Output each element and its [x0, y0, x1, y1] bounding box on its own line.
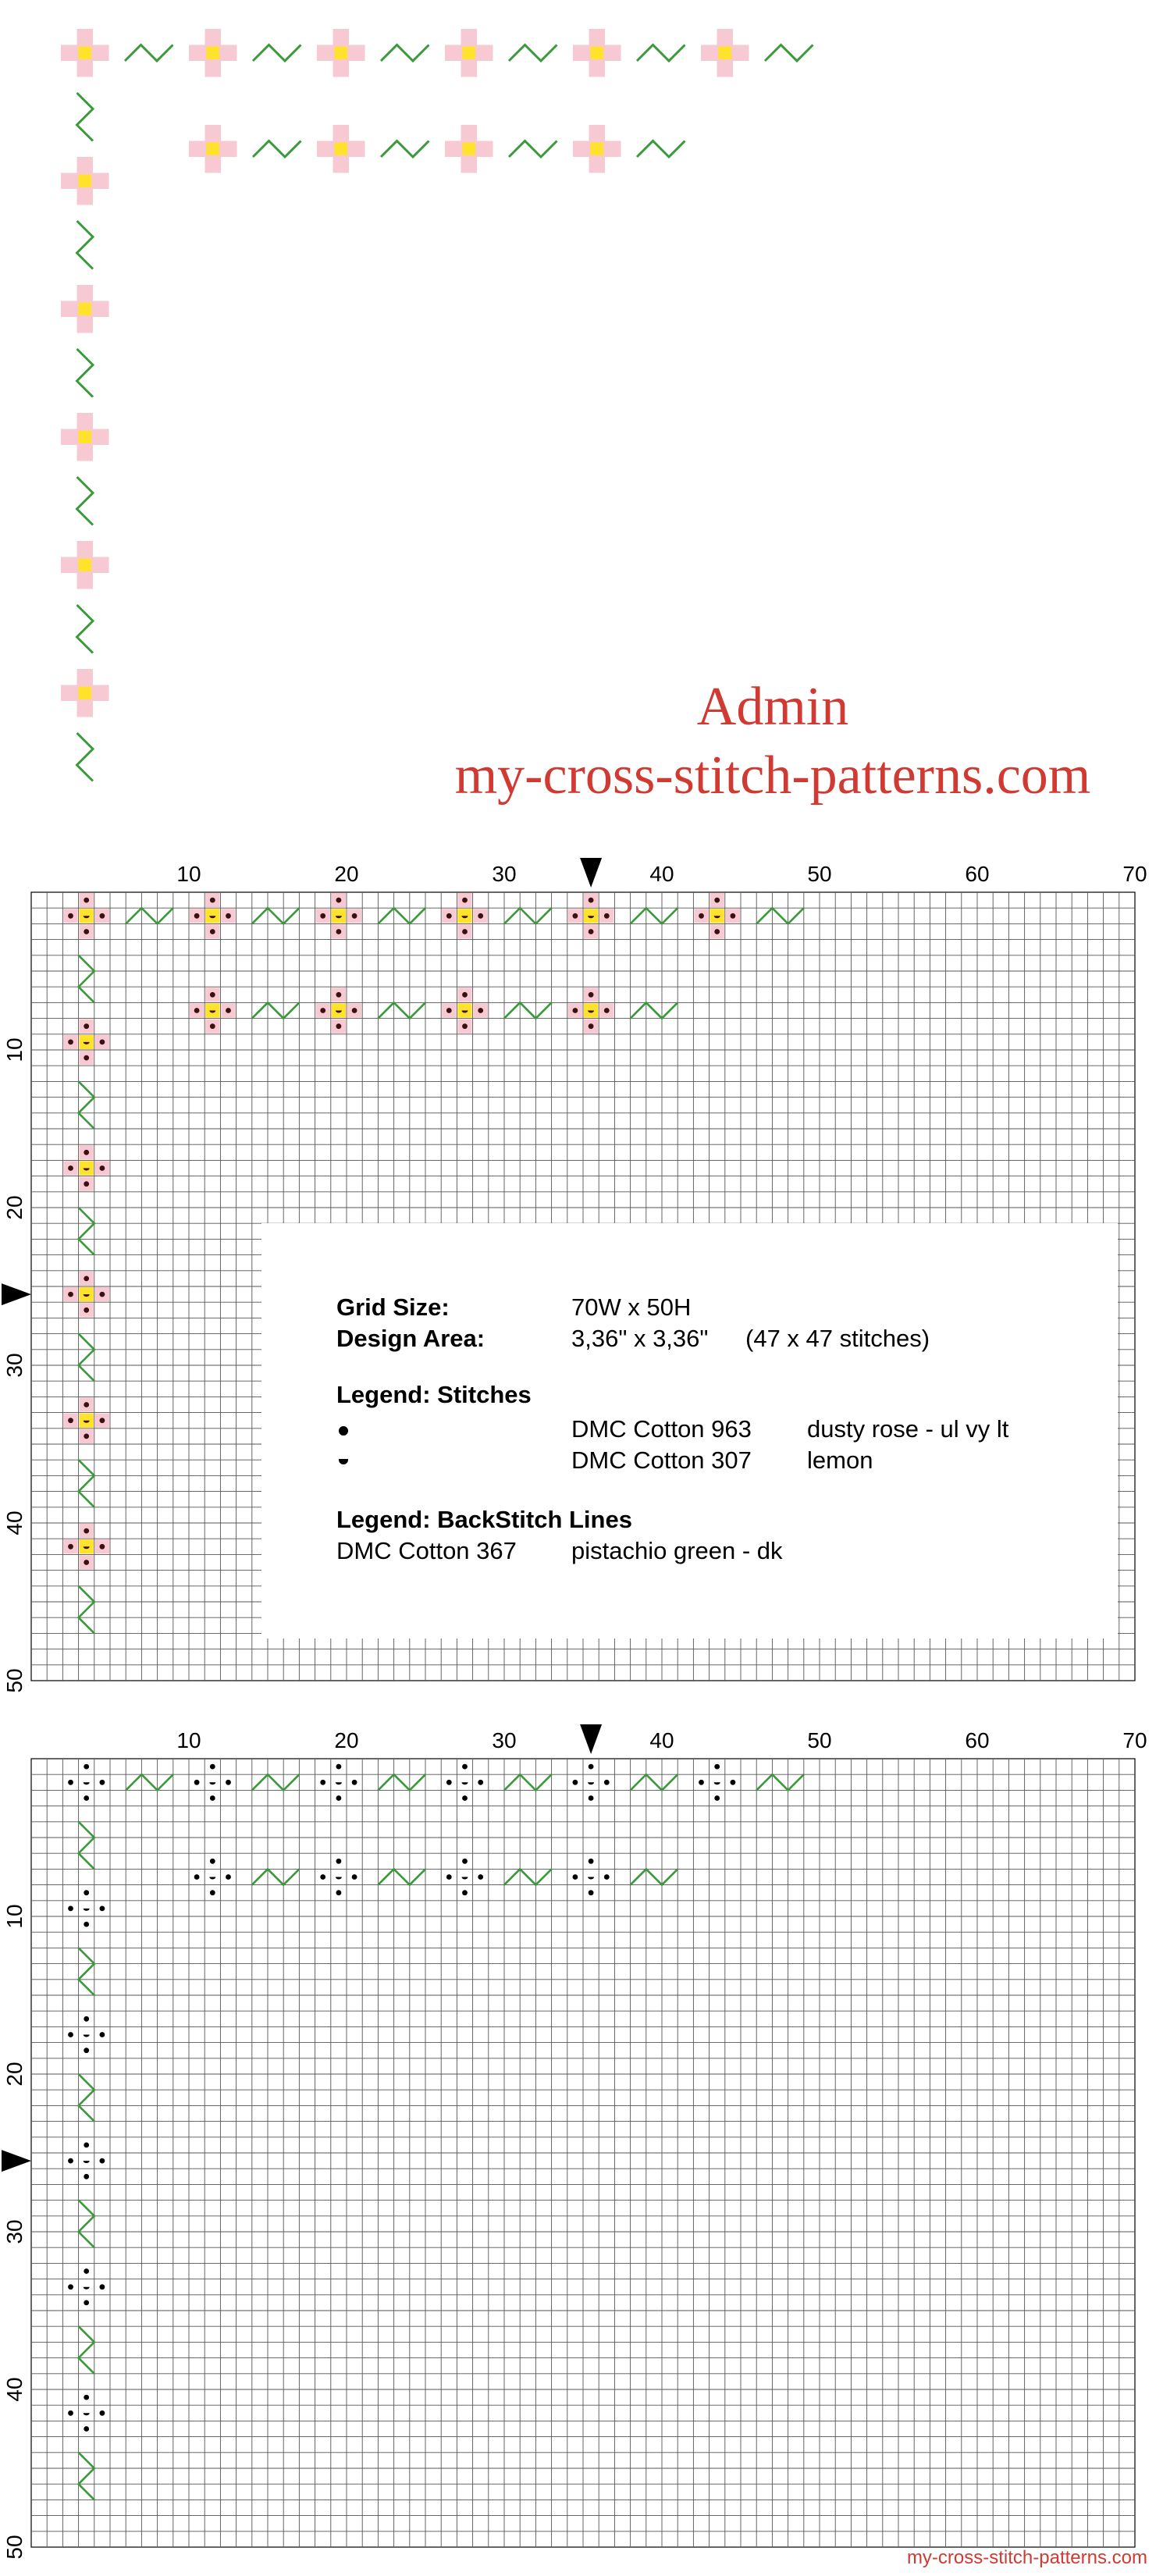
- flower-center: [79, 687, 92, 700]
- rose-symbol: [604, 913, 610, 919]
- rose-symbol: [210, 1023, 215, 1029]
- rose-symbol: [226, 1874, 231, 1880]
- row-label: 10: [2, 1904, 27, 1929]
- rose-symbol: [84, 1150, 89, 1155]
- column-label: 40: [649, 862, 674, 886]
- row-label: 10: [2, 1037, 27, 1062]
- rose-symbol: [84, 1023, 89, 1029]
- rose-symbol: [210, 1890, 215, 1895]
- preview-flower: [317, 29, 365, 77]
- rose-symbol: [84, 1560, 89, 1565]
- flower-center: [207, 143, 220, 156]
- rose-symbol: [573, 1874, 578, 1880]
- rose-symbol: [84, 1055, 89, 1061]
- row-label: 50: [2, 1668, 27, 1693]
- rose-symbol: [573, 913, 578, 919]
- rose-symbol: [99, 1780, 105, 1785]
- rose-symbol: [84, 1764, 89, 1770]
- preview-flower: [189, 29, 237, 77]
- stitches-legend-title: Legend: Stitches: [336, 1381, 532, 1408]
- rose-symbol: [589, 1859, 594, 1864]
- flower-center: [79, 303, 92, 316]
- row-label: 20: [2, 1195, 27, 1220]
- preview-flower: [189, 125, 237, 173]
- design-area-label: Design Area:: [336, 1325, 485, 1352]
- flower-center: [335, 143, 348, 156]
- lemon-cell: [205, 909, 219, 923]
- footer-credit: my-cross-stitch-patterns.com: [906, 2547, 1147, 2568]
- lemon-cell: [584, 909, 598, 923]
- rose-symbol: [194, 1874, 200, 1880]
- pattern-preview: [61, 29, 813, 781]
- rose-symbol: [462, 1859, 468, 1864]
- rose-symbol: [336, 1023, 342, 1029]
- preview-flower: [445, 29, 493, 77]
- column-label: 20: [334, 862, 359, 886]
- rose-symbol: [99, 1292, 105, 1297]
- rose-symbol: [462, 1764, 468, 1770]
- rose-symbol: [68, 2032, 73, 2037]
- rose-symbol: [84, 2426, 89, 2432]
- flower-center: [79, 431, 92, 444]
- watermark-author: Admin: [696, 677, 849, 737]
- rose-symbol: [714, 1795, 720, 1801]
- rose-symbol: [226, 1008, 231, 1013]
- preview-vine-vertical: [77, 349, 94, 397]
- preview-vine-horizontal: [381, 45, 429, 62]
- preview-vine-horizontal: [381, 141, 429, 158]
- rose-symbol: [210, 992, 215, 998]
- rose-symbol: [84, 2016, 89, 2022]
- rose-symbol: [336, 929, 342, 934]
- column-label: 10: [176, 1728, 201, 1752]
- rose-symbol: [210, 929, 215, 934]
- grid-size-label: Grid Size:: [336, 1293, 450, 1321]
- column-label: 30: [492, 862, 517, 886]
- preview-flower: [61, 29, 109, 77]
- rose-symbol: [99, 1165, 105, 1171]
- row-label: 20: [2, 2062, 27, 2087]
- stitch-name: dusty rose - ul vy lt: [807, 1415, 1009, 1443]
- rose-symbol: [462, 1795, 468, 1801]
- rose-symbol: [68, 2158, 73, 2164]
- symbol-chart: [2, 1724, 1147, 2560]
- preview-flower: [317, 125, 365, 173]
- rose-symbol: [336, 992, 342, 998]
- backstitch-name: pistachio green - dk: [571, 1537, 783, 1564]
- row-label: 30: [2, 1353, 27, 1378]
- rose-symbol: [84, 2300, 89, 2306]
- rose-symbol: [462, 992, 468, 998]
- preview-vine-horizontal: [509, 141, 557, 158]
- rose-symbol: [478, 913, 483, 919]
- rose-symbol: [68, 1544, 73, 1550]
- rose-symbol: [320, 1780, 325, 1785]
- rose-symbol: [84, 1181, 89, 1187]
- rose-symbol: [446, 1008, 452, 1013]
- dusty-rose-symbol-icon: [339, 1426, 348, 1436]
- preview-vine-vertical: [77, 733, 94, 781]
- rose-symbol: [320, 1008, 325, 1013]
- center-column-marker-icon: [580, 1724, 602, 1754]
- rose-symbol: [84, 1528, 89, 1534]
- rose-symbol: [210, 898, 215, 903]
- rose-symbol: [194, 1780, 200, 1785]
- rose-symbol: [68, 1418, 73, 1423]
- rose-symbol: [84, 2143, 89, 2148]
- preview-vine-horizontal: [637, 45, 685, 62]
- flower-center: [719, 47, 732, 60]
- row-label: 50: [2, 2535, 27, 2560]
- rose-symbol: [589, 992, 594, 998]
- rose-symbol: [589, 929, 594, 934]
- backstitch-legend-title: Legend: BackStitch Lines: [336, 1506, 632, 1533]
- rose-symbol: [84, 2174, 89, 2179]
- rose-symbol: [68, 1780, 73, 1785]
- rose-symbol: [336, 1859, 342, 1864]
- rose-symbol: [226, 913, 231, 919]
- rose-symbol: [68, 913, 73, 919]
- rose-symbol: [226, 1780, 231, 1785]
- preview-flower: [701, 29, 749, 77]
- rose-symbol: [589, 1890, 594, 1895]
- preview-flower: [573, 125, 621, 173]
- rose-symbol: [84, 1890, 89, 1895]
- row-label: 30: [2, 2219, 27, 2244]
- rose-symbol: [336, 898, 342, 903]
- row-label: 40: [2, 2377, 27, 2402]
- flower-center: [79, 47, 92, 60]
- rose-symbol: [194, 1008, 200, 1013]
- preview-vine-horizontal: [253, 45, 301, 62]
- rose-symbol: [714, 929, 720, 934]
- rose-symbol: [589, 1764, 594, 1770]
- rose-symbol: [573, 1008, 578, 1013]
- rose-symbol: [352, 913, 357, 919]
- rose-symbol: [99, 2284, 105, 2290]
- preview-vine-horizontal: [253, 141, 301, 158]
- preview-vine-vertical: [77, 477, 94, 525]
- column-label: 20: [334, 1728, 359, 1752]
- stitch-code: DMC Cotton 307: [571, 1446, 752, 1474]
- preview-vine-vertical: [77, 221, 94, 269]
- center-row-marker-icon: [2, 2150, 31, 2172]
- column-label: 50: [807, 1728, 832, 1752]
- rose-symbol: [462, 898, 468, 903]
- preview-vine-vertical: [77, 93, 94, 141]
- rose-symbol: [84, 898, 89, 903]
- column-label: 70: [1122, 862, 1147, 886]
- rose-symbol: [68, 1165, 73, 1171]
- preview-vine-vertical: [77, 605, 94, 653]
- rose-symbol: [68, 1906, 73, 1912]
- rose-symbol: [320, 913, 325, 919]
- rose-symbol: [99, 913, 105, 919]
- flower-center: [335, 47, 348, 60]
- lemon-cell: [457, 909, 471, 923]
- column-label: 50: [807, 862, 832, 886]
- rose-symbol: [99, 1906, 105, 1912]
- rose-symbol: [589, 898, 594, 903]
- rose-symbol: [731, 913, 736, 919]
- rose-symbol: [84, 2268, 89, 2274]
- preview-flower: [61, 669, 109, 717]
- column-label: 40: [649, 1728, 674, 1752]
- center-column-marker-icon: [580, 858, 602, 888]
- rose-symbol: [462, 1890, 468, 1895]
- rose-symbol: [336, 1764, 342, 1770]
- lemon-cell: [80, 909, 94, 923]
- rose-symbol: [68, 1040, 73, 1045]
- rose-symbol: [446, 1874, 452, 1880]
- rose-symbol: [462, 1023, 468, 1029]
- rose-symbol: [589, 1023, 594, 1029]
- rose-symbol: [99, 2032, 105, 2037]
- rose-symbol: [99, 1418, 105, 1423]
- preview-flower: [61, 413, 109, 461]
- rose-symbol: [84, 1402, 89, 1407]
- rose-symbol: [99, 2411, 105, 2416]
- backstitch-code: DMC Cotton 367: [336, 1537, 517, 1564]
- preview-vine-horizontal: [125, 45, 173, 62]
- grid-size-value: 70W x 50H: [571, 1293, 692, 1321]
- rose-symbol: [84, 1308, 89, 1313]
- rose-symbol: [84, 2048, 89, 2053]
- rose-symbol: [699, 1780, 704, 1785]
- rose-symbol: [478, 1008, 483, 1013]
- watermark-site: my-cross-stitch-patterns.com: [454, 745, 1091, 806]
- rose-symbol: [194, 913, 200, 919]
- rose-symbol: [99, 2158, 105, 2164]
- flower-center: [591, 47, 604, 60]
- design-area-value: 3,36" x 3,36": [571, 1325, 709, 1352]
- rose-symbol: [478, 1874, 483, 1880]
- rose-symbol: [336, 1795, 342, 1801]
- rose-symbol: [714, 1764, 720, 1770]
- flower-center: [463, 47, 476, 60]
- stitch-code: DMC Cotton 963: [571, 1415, 752, 1443]
- preview-vine-horizontal: [765, 45, 813, 62]
- rose-symbol: [84, 1922, 89, 1927]
- rose-symbol: [68, 2284, 73, 2290]
- rose-symbol: [589, 1795, 594, 1801]
- preview-flower: [61, 157, 109, 205]
- rose-symbol: [68, 1292, 73, 1297]
- column-label: 70: [1122, 1728, 1147, 1752]
- preview-flower: [61, 285, 109, 333]
- legend-panel: [261, 1223, 1118, 1638]
- rose-symbol: [352, 1008, 357, 1013]
- design-area-stitches: (47 x 47 stitches): [745, 1325, 930, 1352]
- rose-symbol: [604, 1780, 610, 1785]
- lemon-symbol-icon: [339, 1459, 348, 1464]
- column-label: 10: [176, 862, 201, 886]
- center-row-marker-icon: [2, 1283, 31, 1305]
- flower-center: [79, 175, 92, 188]
- rose-symbol: [462, 929, 468, 934]
- column-label: 60: [965, 1728, 990, 1752]
- preview-flower: [61, 541, 109, 589]
- rose-symbol: [446, 1780, 452, 1785]
- preview-vine-horizontal: [637, 141, 685, 158]
- lemon-cell: [710, 909, 724, 923]
- rose-symbol: [446, 913, 452, 919]
- watermark: [406, 673, 1140, 810]
- rose-symbol: [99, 1040, 105, 1045]
- rose-symbol: [84, 2395, 89, 2400]
- rose-symbol: [84, 1795, 89, 1801]
- rose-symbol: [210, 1859, 215, 1864]
- rose-symbol: [84, 1434, 89, 1439]
- rose-symbol: [320, 1874, 325, 1880]
- rose-symbol: [68, 2411, 73, 2416]
- stitch-name: lemon: [807, 1446, 873, 1474]
- rose-symbol: [210, 1795, 215, 1801]
- flower-center: [207, 47, 220, 60]
- column-label: 30: [492, 1728, 517, 1752]
- rose-symbol: [699, 913, 704, 919]
- rose-symbol: [478, 1780, 483, 1785]
- preview-flower: [445, 125, 493, 173]
- rose-symbol: [84, 1276, 89, 1282]
- flower-center: [79, 559, 92, 572]
- rose-symbol: [352, 1874, 357, 1880]
- rose-symbol: [210, 1764, 215, 1770]
- lemon-cell: [80, 1539, 94, 1553]
- preview-vine-horizontal: [509, 45, 557, 62]
- rose-symbol: [604, 1008, 610, 1013]
- rose-symbol: [84, 929, 89, 934]
- lemon-cell: [332, 909, 346, 923]
- rose-symbol: [604, 1874, 610, 1880]
- rose-symbol: [336, 1890, 342, 1895]
- preview-flower: [573, 29, 621, 77]
- rose-symbol: [714, 898, 720, 903]
- column-label: 60: [965, 862, 990, 886]
- row-label: 40: [2, 1510, 27, 1535]
- rose-symbol: [573, 1780, 578, 1785]
- rose-symbol: [731, 1780, 736, 1785]
- flower-center: [463, 143, 476, 156]
- flower-center: [591, 143, 604, 156]
- rose-symbol: [99, 1544, 105, 1550]
- rose-symbol: [352, 1780, 357, 1785]
